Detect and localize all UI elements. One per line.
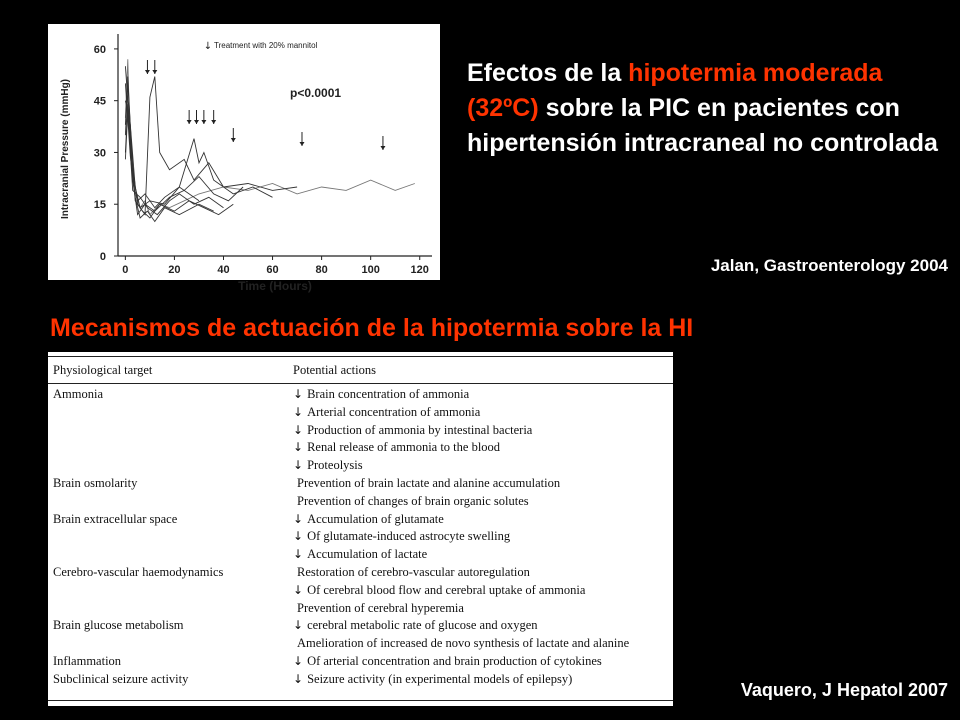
series-line-8 bbox=[125, 77, 199, 208]
down-arrow-icon: ↓ bbox=[293, 422, 304, 437]
headline-part1: Efectos de la bbox=[467, 59, 629, 87]
x-tick-label: 40 bbox=[217, 264, 230, 276]
x-tick-label: 100 bbox=[361, 264, 380, 276]
legend-text: Treatment with 20% mannitol bbox=[214, 41, 318, 50]
table-row bbox=[48, 528, 673, 546]
mannitol-arrowhead bbox=[194, 120, 199, 124]
series-line-2 bbox=[125, 77, 297, 215]
row-action bbox=[293, 475, 560, 493]
mannitol-arrowhead bbox=[380, 146, 385, 150]
row-target: Inflammation bbox=[53, 653, 122, 668]
y-tick-label: 0 bbox=[99, 251, 106, 263]
icp-chart-svg bbox=[48, 24, 440, 293]
header-target: Physiological target bbox=[53, 363, 153, 377]
row-action-text: Restoration of cerebro-vascular autoregulation bbox=[297, 564, 530, 579]
table-row bbox=[48, 493, 673, 511]
row-action bbox=[293, 511, 444, 529]
down-arrow-icon: ↓ bbox=[293, 547, 304, 562]
table-row bbox=[48, 582, 673, 600]
row-action bbox=[293, 671, 572, 689]
row-target: Cerebro-vascular haemodynamics bbox=[53, 564, 224, 579]
row-action bbox=[293, 546, 427, 564]
table-row bbox=[48, 671, 673, 689]
down-arrow-icon: ↓ bbox=[293, 529, 304, 544]
table-header bbox=[48, 356, 673, 384]
row-action bbox=[293, 653, 602, 671]
down-arrow-icon: ↓ bbox=[293, 653, 304, 668]
row-action bbox=[293, 582, 585, 600]
x-tick-label: 80 bbox=[315, 264, 328, 276]
row-action bbox=[293, 528, 510, 546]
down-arrow-icon: ↓ bbox=[293, 511, 304, 526]
row-action bbox=[293, 439, 500, 457]
row-action-text: Of cerebral blood flow and cerebral uptake of ammonia bbox=[307, 582, 586, 597]
table-body bbox=[48, 386, 673, 689]
series-line-1 bbox=[125, 59, 414, 214]
row-action-text: Proteolysis bbox=[307, 458, 363, 473]
row-target: Brain extracellular space bbox=[53, 511, 178, 526]
mannitol-arrowhead bbox=[231, 138, 236, 142]
mannitol-arrowhead bbox=[299, 142, 304, 146]
citation-vaquero: Vaquero, J Hepatol 2007 bbox=[740, 680, 948, 700]
row-action-text: Prevention of changes of brain organic solutes bbox=[297, 493, 529, 508]
row-action bbox=[293, 457, 363, 475]
p-value-annotation: p<0.0001 bbox=[290, 86, 342, 100]
headline bbox=[467, 56, 947, 161]
x-tick-label: 120 bbox=[410, 264, 429, 276]
table-row bbox=[48, 404, 673, 422]
down-arrow-icon: ↓ bbox=[293, 458, 304, 473]
row-target: Brain glucose metabolism bbox=[53, 618, 184, 633]
y-tick-label: 45 bbox=[93, 95, 106, 108]
row-action bbox=[293, 635, 629, 653]
table-row bbox=[48, 422, 673, 440]
icp-chart bbox=[48, 24, 440, 293]
row-action-text: Of arterial concentration and brain production of cytokines bbox=[307, 653, 602, 668]
row-target: Subclinical seizure activity bbox=[53, 671, 189, 686]
headline-part2: sobre la PIC en pacientes con hipertensión intracraneal no controlada bbox=[467, 94, 938, 157]
table-row bbox=[48, 635, 673, 653]
down-arrow-icon: ↓ bbox=[293, 671, 304, 686]
row-action-text: Arterial concentration of ammonia bbox=[307, 404, 481, 419]
row-target: Ammonia bbox=[53, 387, 103, 401]
x-tick-label: 0 bbox=[122, 264, 129, 276]
row-action bbox=[293, 617, 538, 635]
y-tick-label: 30 bbox=[93, 147, 106, 160]
row-action bbox=[293, 564, 530, 582]
table-row bbox=[48, 653, 673, 671]
mechanisms-table bbox=[48, 352, 673, 706]
mannitol-arrowhead bbox=[211, 120, 216, 124]
table-row bbox=[48, 617, 673, 635]
row-action-text: cerebral metabolic rate of glucose and oxygen bbox=[307, 618, 538, 633]
down-arrow-icon: ↓ bbox=[293, 404, 304, 419]
mannitol-arrowhead bbox=[201, 120, 206, 124]
x-tick-label: 60 bbox=[266, 264, 279, 276]
row-action bbox=[293, 404, 480, 422]
mannitol-arrowhead bbox=[152, 70, 157, 74]
down-arrow-icon: ↓ bbox=[293, 387, 304, 401]
table-row bbox=[48, 511, 673, 529]
y-axis-label: Intracranial Pressure (mmHg) bbox=[60, 78, 71, 220]
mannitol-arrowhead bbox=[145, 70, 150, 74]
x-tick-label: 20 bbox=[168, 264, 181, 276]
row-action-text: Renal release of ammonia to the blood bbox=[307, 440, 501, 455]
y-tick-label: 15 bbox=[93, 199, 106, 212]
table-row bbox=[48, 600, 673, 618]
y-tick-label: 60 bbox=[93, 43, 106, 56]
header-actions: Potential actions bbox=[293, 363, 376, 377]
row-action-text: Prevention of cerebral hyperemia bbox=[297, 600, 464, 615]
row-action-text: Production of ammonia by intestinal bacteria bbox=[307, 422, 533, 437]
row-action bbox=[293, 600, 464, 618]
row-action bbox=[293, 493, 529, 511]
citation-jalan: Jalan, Gastroenterology 2004 bbox=[710, 256, 948, 275]
down-arrow-icon: ↓ bbox=[293, 440, 304, 455]
row-action-text: Accumulation of lactate bbox=[307, 547, 428, 562]
table-row bbox=[48, 564, 673, 582]
x-axis-label: Time (Hours) bbox=[238, 279, 312, 293]
table-row bbox=[48, 457, 673, 475]
table-row bbox=[48, 475, 673, 493]
headline-accent: hipotermia moderada (32ºC) bbox=[467, 59, 883, 122]
row-action-text: Prevention of brain lactate and alanine accumulation bbox=[297, 475, 561, 490]
table-bottom-rule bbox=[48, 700, 673, 701]
row-action-text: Of glutamate-induced astrocyte swelling bbox=[307, 529, 511, 544]
row-action-text: Seizure activity (in experimental models of epilepsy) bbox=[307, 671, 573, 686]
down-arrow-icon: ↓ bbox=[293, 618, 304, 633]
row-action-text: Accumulation of glutamate bbox=[307, 511, 444, 526]
section-title: Mecanismos de actuación de la hipotermia sobre la HI bbox=[50, 314, 694, 342]
legend-arrow-icon: ↓ bbox=[203, 41, 213, 52]
row-target: Brain osmolarity bbox=[53, 475, 138, 490]
row-action-text: Amelioration of increased de novo synthesis of lactate and alanine bbox=[297, 636, 630, 651]
row-action bbox=[293, 422, 532, 440]
row-action-text: Brain concentration of ammonia bbox=[307, 387, 470, 401]
table-row bbox=[48, 439, 673, 457]
table-row bbox=[48, 546, 673, 564]
down-arrow-icon: ↓ bbox=[293, 582, 304, 597]
table-row bbox=[48, 386, 673, 404]
mannitol-arrowhead bbox=[187, 120, 192, 124]
row-action bbox=[293, 386, 469, 404]
